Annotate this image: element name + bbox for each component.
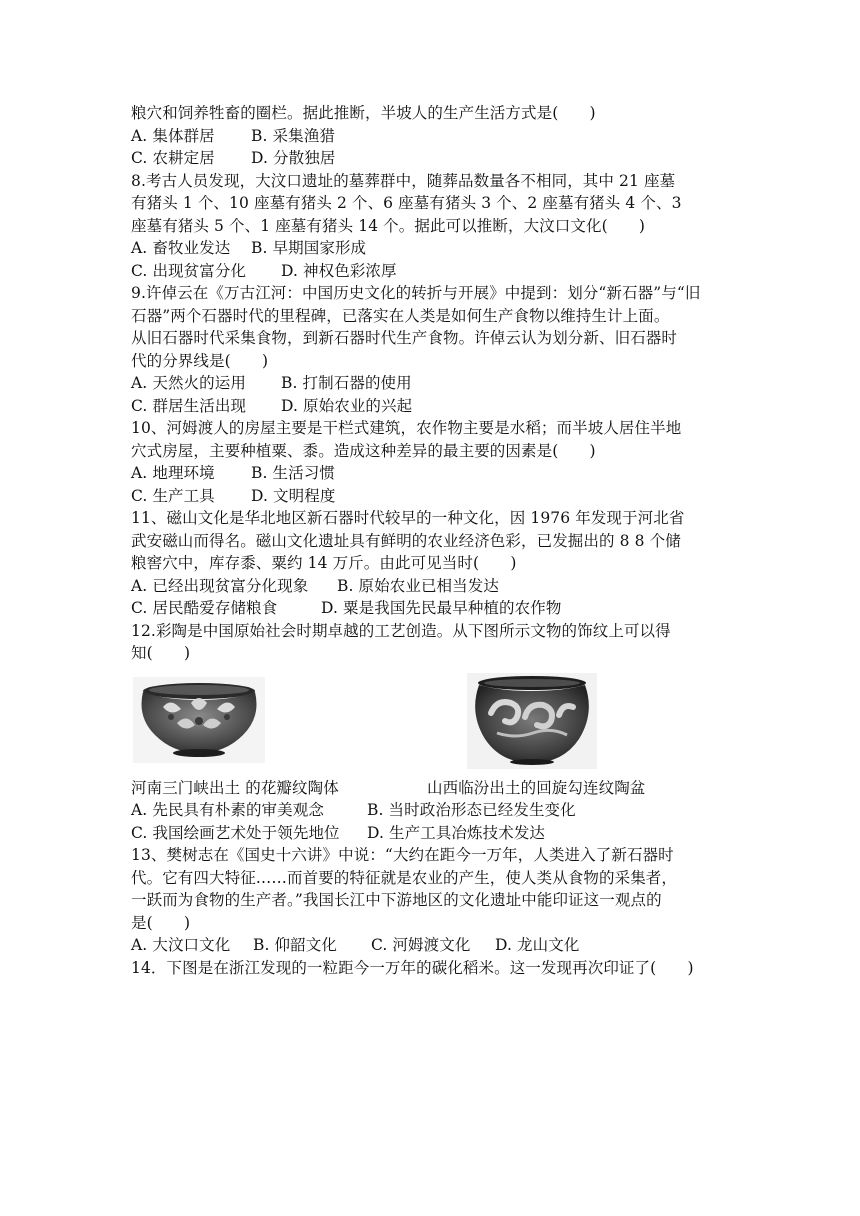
q7-options-row1 (131, 125, 731, 148)
question-content (131, 102, 731, 979)
q12-figures (131, 677, 731, 769)
q13-option-b: B. 仰韶文化 (253, 936, 337, 954)
q11-option-c: C. 居民酷爱存储粮食 (131, 599, 278, 617)
q11-option-d: D. 粟是我国先民最早种植的农作物 (321, 599, 562, 617)
q12-caption-left: 河南三门峡出土 的花瓣纹陶体 (131, 778, 339, 797)
q7-option-a: A. 集体群居 (131, 126, 215, 145)
petal-pattern-pottery-image (133, 677, 265, 763)
q12-stem-line1: 12.彩陶是中国原始社会时期卓越的工艺创造。从下图所示文物的饰纹上可以得 (131, 621, 671, 640)
q9-stem-line1: 9.许倬云在《万古江河：中国历史文化的转折与开展》中提到：划分“新石器”与“旧 (131, 284, 701, 302)
q13-option-d: D. 龙山文化 (495, 936, 580, 954)
q10-options-row1 (131, 462, 731, 485)
q12-options-row1 (131, 799, 731, 822)
q11-option-b: B. 原始农业已相当发达 (337, 576, 499, 595)
q8-stem-line3: 座墓有猪头 5 个、1 座墓有猪头 14 个。据此可以推断，大汶口文化( ) (131, 216, 646, 235)
q13-stem-line1: 13、樊树志在《国史十六讲》中说：“大约在距今一万年，人类进入了新石器时 (131, 846, 674, 864)
q10-options-row2 (131, 485, 731, 508)
q9-stem-line2: 石器”两个石器时代的里程碑，已落实在人类是如何生产食物以维持生计上面。 (131, 306, 670, 325)
q13-stem-line3: 一跃而为食物的生产者。”我国长江中下游地区的文化遗址中能印证这一观点的 (131, 891, 662, 909)
q12-option-b: B. 当时政治形态已经发生变化 (367, 801, 576, 819)
q12-caption-right: 山西临汾出土的回旋勾连纹陶盆 (427, 778, 646, 797)
q8-stem-line2: 有猪头 1 个、10 座墓有猪头 2 个、6 座墓有猪头 3 个、2 座墓有猪头 4 个、3 (131, 194, 682, 212)
q9-option-a: A. 天然火的运用 (131, 374, 246, 392)
q11-options-row1 (131, 575, 731, 598)
q11-options-row2 (131, 597, 731, 620)
q12-option-a: A. 先民具有朴素的审美观念 (131, 801, 324, 819)
q13-option-c: C. 河姆渡文化 (371, 936, 471, 954)
q11-stem-line3: 粮窖穴中，库存黍、粟约 14 万斤。由此可见当时( ) (131, 554, 517, 572)
q12-captions (131, 777, 731, 800)
q9-option-c: C. 群居生活出现 (131, 396, 247, 415)
q8-option-c: C. 出现贫富分化 (131, 261, 247, 280)
q8-options-row1 (131, 237, 731, 260)
q9-option-b: B. 打制石器的使用 (281, 374, 412, 392)
q12-option-c: C. 我国绘画艺术处于领先地位 (131, 823, 340, 842)
q9-options-row1 (131, 372, 731, 395)
q11-option-a: A. 已经出现贫富分化现象 (131, 576, 309, 595)
spiral-pattern-pottery-image (467, 673, 597, 769)
q8-option-d: D. 神权色彩浓厚 (281, 261, 397, 280)
q10-option-b: B. 生活习惯 (251, 464, 335, 482)
q8-option-b: B. 早期国家形成 (251, 239, 367, 257)
q9-option-d: D. 原始农业的兴起 (281, 396, 413, 415)
q13-stem-line2: 代。它有四大特征……而首要的特征就是农业的产生，使人类从食物的采集者， (131, 868, 678, 887)
q10-option-d: D. 文明程度 (251, 486, 336, 505)
q13-option-a: A. 大汶口文化 (131, 936, 231, 954)
q10-option-c: C. 生产工具 (131, 486, 215, 505)
q9-options-row2 (131, 395, 731, 418)
q9-stem-line4: 代的分界线是( ) (131, 351, 269, 370)
q9-stem-line3: 从旧石器时代采集食物，到新石器时代生产食物。许倬云认为划分新、旧石器时 (131, 329, 678, 347)
q7-options-row2 (131, 147, 731, 170)
q14-stem: 14．下图是在浙江发现的一粒距今一万年的碳化稻米。这一发现再次印证了( ) (131, 958, 694, 977)
q12-stem-line2: 知( ) (131, 644, 191, 662)
q11-stem-line2: 武安磁山而得名。磁山文化遗址具有鲜明的农业经济色彩，已发掘出的 8 8 个储 (131, 531, 681, 550)
q12-options-row2 (131, 822, 731, 845)
q13-options-row (131, 934, 731, 957)
q10-option-a: A. 地理环境 (131, 464, 215, 482)
q7-stem: 粮穴和饲养牲畜的圈栏。据此推断，半坡人的生产生活方式是( ) (131, 104, 596, 122)
q7-option-c: C. 农耕定居 (131, 149, 215, 167)
q10-stem-line2: 穴式房屋，主要种植粟、黍。造成这种差异的最主要的因素是( ) (131, 441, 596, 460)
q8-options-row2 (131, 260, 731, 283)
q10-stem-line1: 10、河姆渡人的房屋主要是干栏式建筑，农作物主要是水稻；而半坡人居住半地 (131, 419, 682, 437)
q7-option-b: B. 采集渔猎 (251, 126, 335, 145)
q13-stem-line4: 是( ) (131, 913, 191, 932)
q8-option-a: A. 畜牧业发达 (131, 239, 231, 257)
q11-stem-line1: 11、磁山文化是华北地区新石器时代较早的一种文化，因 1976 年发现于河北省 (131, 509, 685, 527)
q12-option-d: D. 生产工具冶炼技术发达 (367, 823, 546, 842)
q7-option-d: D. 分散独居 (251, 149, 336, 167)
q8-stem-line1: 8.考古人员发现，大汶口遗址的墓葬群中，随葬品数量各不相同，其中 21 座墓 (131, 171, 676, 190)
